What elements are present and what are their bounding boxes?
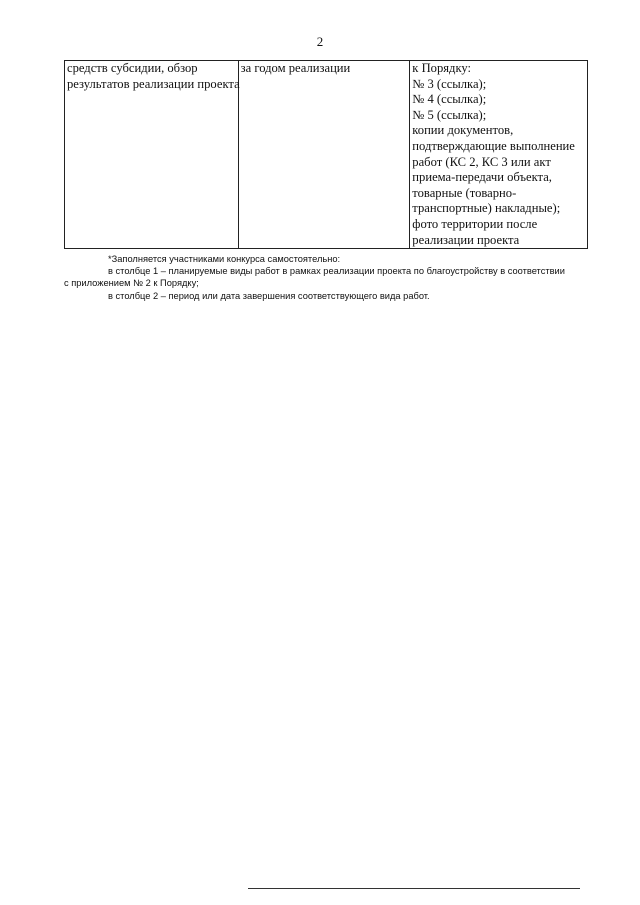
cell-text-line: подтверждающие выполнение <box>412 138 575 153</box>
cell-text-line: за годом реализации <box>240 61 351 75</box>
document-table <box>64 60 588 249</box>
table-cell-col1 <box>65 61 239 249</box>
footnote-intro: *Заполняется участниками конкурса самостоятельно: <box>108 254 341 264</box>
bottom-divider <box>248 888 580 889</box>
cell-text-line: № 4 (ссылка); <box>412 92 487 107</box>
cell-text-line: результатов реализации проекта <box>67 76 240 91</box>
cell-text-line: транспортные) накладные); <box>412 201 561 216</box>
cell-text-line: приема-передачи объекта, <box>412 170 552 185</box>
footnote-column1: в столбце 1 – планируемые виды работ в рамках реализации проекта по благоустройству в соответствии <box>108 266 565 277</box>
page-number: 2 <box>316 34 324 49</box>
table-row <box>65 61 588 249</box>
cell-text-line: фото территории после <box>412 216 538 231</box>
cell-text-line: работ (КС 2, КС 3 или акт <box>412 154 551 169</box>
cell-text-line: к Порядку: <box>412 61 472 75</box>
cell-text-line: № 5 (ссылка); <box>412 107 487 122</box>
cell-text-line: товарные (товарно- <box>412 185 517 200</box>
cell-text-line: № 3 (ссылка); <box>412 76 487 91</box>
footnote-column2: в столбце 2 – период или дата завершения соответствующего вида работ. <box>108 290 430 301</box>
cell-text-line: реализации проекта <box>412 232 520 247</box>
footnote-column1-continued: с приложением № 2 к Порядку; <box>64 278 199 289</box>
cell-text-line: средств субсидии, обзор <box>67 61 198 75</box>
cell-text-line: копии документов, <box>412 123 514 138</box>
table-cell-col2 <box>238 61 410 249</box>
table-cell-col3 <box>410 61 588 249</box>
footnotes <box>64 253 600 302</box>
